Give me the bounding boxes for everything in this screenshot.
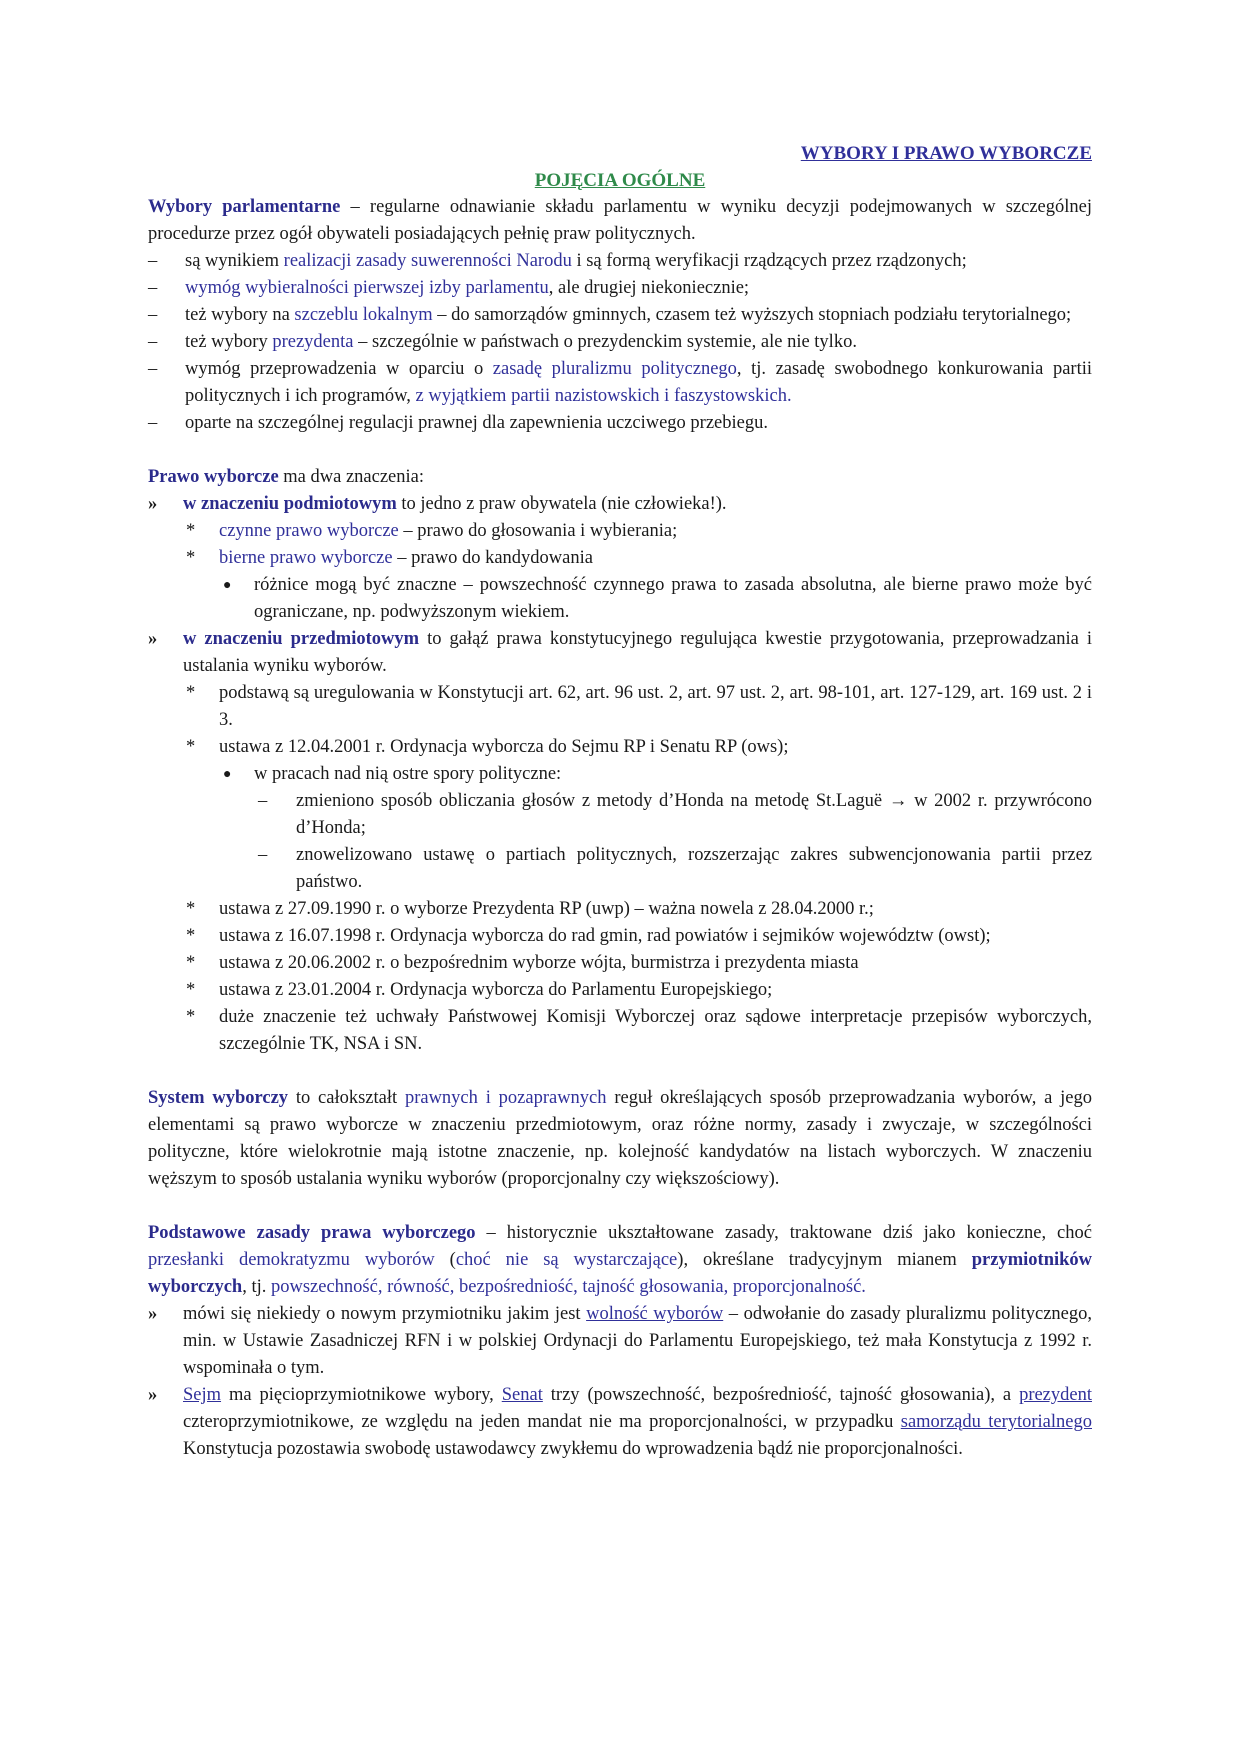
list-item: * podstawą są uregulowania w Konstytucji art. 62, art. 96 ust. 2, art. 97 ust. 2, art. 98-101, art. 127-129, art. 169 ust. 2 i 3.: [148, 680, 1092, 734]
list-item: * ustawa z 20.06.2002 r. o bezpośrednim wyborze wójta, burmistrza i prezydenta miasta: [148, 950, 1092, 977]
dot-marker: ●: [223, 578, 232, 593]
list-item: ● w pracach nad nią ostre spory polityczne:: [148, 761, 1092, 788]
list-item: * duże znaczenie też uchwały Państwowej Komisji Wyborczej oraz sądowe interpretacje przepisów wyborczych, szczególnie TK, NSA i SN.: [148, 1004, 1092, 1058]
document-title: WYBORY I PRAWO WYBORCZE: [800, 143, 1092, 164]
dash-marker: –: [148, 251, 158, 271]
podstawowe-zasady-definition: Podstawowe zasady prawa wyborczego – historycznie ukształtowane zasady, traktowane dziś jako konieczne, choć przesłanki demokratyzmu wyborów (choć nie są wystarczające), określane tradycyjnym mianem przymiotników wyborczych, tj. powszechność, równość, bezpośredniość, tajność głosowania, proporcjonalność.: [148, 1223, 1093, 1297]
section-subtitle: POJĘCIA OGÓLNE: [534, 170, 706, 191]
star-marker: *: [186, 980, 196, 1000]
list-item: – oparte na szczególnej regulacji prawnej dla zapewnienia uczciwego przebiegu.: [148, 410, 1092, 437]
list-item: » w znaczeniu przedmiotowym to gałąź prawa konstytucyjnego regulująca kwestie przygotowania, przeprowadzania i ustalania wyniku wyborów.: [148, 626, 1092, 680]
star-marker: *: [186, 683, 196, 703]
list-item: – znowelizowano ustawę o partiach politycznych, rozszerzając zakres subwencjonowania partii przez państwo.: [148, 842, 1092, 896]
star-marker: *: [186, 521, 196, 541]
dot-marker: ●: [223, 767, 232, 782]
list-item: * ustawa z 12.04.2001 r. Ordynacja wyborcza do Sejmu RP i Senatu RP (ows);: [148, 734, 1092, 761]
system-wyborczy-definition: System wyborczy to całokształt prawnych i pozaprawnych reguł określających sposób przeprowadzania wyborów, a jego elementami są prawo wyborcze w znaczeniu przedmiotowym, oraz różne normy, zasady i zwyczaje, w szczególności polityczne, które wielokrotnie mają istotne znaczenie, np. kolejność kandydatów na listach wyborczych. W znaczeniu węższym to sposób ustalania wyniku wyborów (proporcjonalny czy większościowy).: [148, 1088, 1092, 1189]
dash-marker: –: [148, 305, 158, 325]
list-item: – wymóg wybieralności pierwszej izby parlamentu, ale drugiej niekoniecznie;: [148, 275, 1092, 302]
star-marker: *: [186, 737, 196, 757]
star-marker: *: [186, 899, 196, 919]
list-item: – wymóg przeprowadzenia w oparciu o zasadę pluralizmu politycznego, tj. zasadę swobodnego konkurowania partii politycznych i ich programów, z wyjątkiem partii nazistowskich i faszystowskich.: [148, 356, 1092, 410]
dash-marker: –: [148, 332, 158, 352]
list-item: * bierne prawo wyborcze – prawo do kandydowania: [148, 545, 1092, 572]
list-item: » Sejm ma pięcioprzymiotnikowe wybory, Senat trzy (powszechność, bezpośredniość, tajność głosowania), a prezydent czteroprzymiotnikowe, ze względu na jeden mandat nie ma proporcjonalności, w przypadku samorządu terytorialnego Konstytucja pozostawia swobodę ustawodawcy zwykłemu do wprowadzenia bądź nie proporcjonalności.: [148, 1382, 1092, 1463]
list-item: » mówi się niekiedy o nowym przymiotniku jakim jest wolność wyborów – odwołanie do zasady pluralizmu politycznego, min. w Ustawie Zasadniczej RFN i w polskiej Ordynacji do Parlamentu Europejskiego, też mała Konstytucja z 1992 r. wspominała o tym.: [148, 1301, 1092, 1382]
list-item: » w znaczeniu podmiotowym to jedno z praw obywatela (nie człowieka!).: [148, 491, 1092, 518]
list-item: ● różnice mogą być znaczne – powszechność czynnego prawa to zasada absolutna, ale bierne prawo może być ograniczane, np. podwyższonym wiekiem.: [148, 572, 1092, 626]
prawo-wyborcze-intro: Prawo wyborcze ma dwa znaczenia:: [148, 467, 425, 487]
wybory-parlamentarne-definition: Wybory parlamentarne – regularne odnawianie składu parlamentu w wyniku decyzji podejmowanych w szczególnej procedurze przez ogół obywateli posiadających pełnię praw politycznych.: [148, 197, 1092, 244]
list-item: – są wynikiem realizacji zasady suwerenności Narodu i są formą weryfikacji rządzących przez rządzonych;: [148, 248, 1092, 275]
raquo-marker: »: [148, 1385, 158, 1405]
star-marker: *: [186, 1007, 196, 1027]
raquo-marker: »: [148, 494, 158, 514]
dash-marker: –: [148, 278, 158, 298]
term-wybory-parlamentarne: Wybory parlamentarne: [148, 197, 341, 217]
document-body: [148, 140, 1092, 1463]
list-item: – też wybory prezydenta – szczególnie w państwach o prezydenckim systemie, ale nie tylko.: [148, 329, 1092, 356]
list-item: – zmieniono sposób obliczania głosów z metody d’Honda na metodę St.Laguë → w 2002 r. przywrócono d’Honda;: [148, 788, 1092, 842]
term-system-wyborczy: System wyborczy: [148, 1088, 289, 1108]
dash-marker: –: [148, 413, 158, 433]
list-item: * ustawa z 16.07.1998 r. Ordynacja wyborcza do rad gmin, rad powiatów i sejmików województw (owst);: [148, 923, 1092, 950]
dash-marker: –: [258, 845, 268, 865]
term-podstawowe-zasady: Podstawowe zasady prawa wyborczego: [148, 1223, 476, 1243]
star-marker: *: [186, 953, 196, 973]
list-item: – też wybory na szczeblu lokalnym – do samorządów gminnych, czasem też wyższych stopniach podziału terytorialnego;: [148, 302, 1092, 329]
term-prawo-wyborcze: Prawo wyborcze: [148, 467, 279, 487]
star-marker: *: [186, 548, 196, 568]
raquo-marker: »: [148, 629, 158, 649]
list-item: * ustawa z 27.09.1990 r. o wyborze Prezydenta RP (uwp) – ważna nowela z 28.04.2000 r.;: [148, 896, 1092, 923]
list-item: * czynne prawo wyborcze – prawo do głosowania i wybierania;: [148, 518, 1092, 545]
dash-marker: –: [148, 359, 158, 379]
star-marker: *: [186, 926, 196, 946]
dash-marker: –: [258, 791, 268, 811]
raquo-marker: »: [148, 1304, 158, 1324]
list-item: * ustawa z 23.01.2004 r. Ordynacja wyborcza do Parlamentu Europejskiego;: [148, 977, 1092, 1004]
